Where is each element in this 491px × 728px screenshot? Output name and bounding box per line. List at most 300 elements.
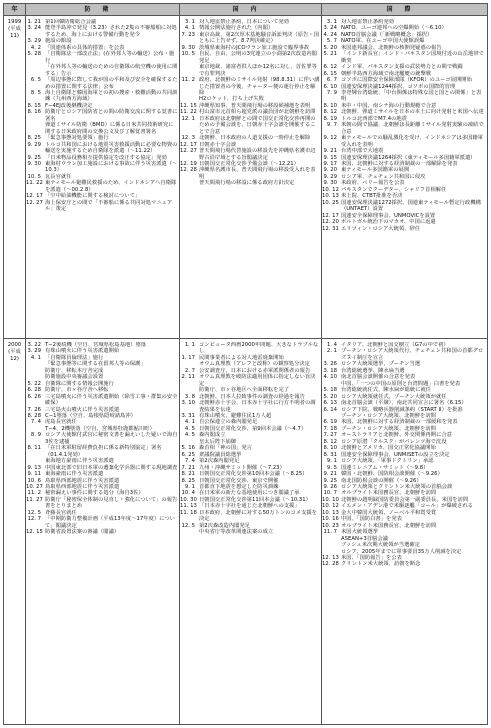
table-header [4,4,487,16]
event-text: 日朝国交正常化交渉第10回本会議（〜8.25） [199,471,308,478]
event-text: 防衛施設中央審議会設置 [45,374,104,381]
event-text: 防衛省設置法案の審議（閣議） [45,529,120,536]
event-text: プーチン・ロシア大統領、北朝鮮を訪問 [341,425,436,432]
event-date: 10. 4 [181,490,195,497]
event-text: ブッシュ米次期大統領が当選確定 [341,542,420,549]
domestic-column-1999 [180,19,320,337]
event-row [180,51,320,64]
event-date: 12. 17 [26,193,43,200]
event-date: 7. 27 [323,432,337,439]
event-row [26,64,178,77]
event-text: C−1墜落（空自、島根県隠岐諸島沖） [45,412,136,419]
event-date: 7. 21 [181,464,195,471]
event-date: 8. 12 [323,438,337,445]
event-date: 9. 30 [323,180,337,187]
event-row [180,510,320,523]
event-date: 9. 26 [323,483,337,490]
event-row [26,497,178,510]
event-text: 秘密漏えい事件に関する処分（海自3佐） [45,490,144,497]
event-text: 米朝の間で協議、北朝鮮は長距離ミサイル発射実験の凍結で合意 [341,122,484,135]
event-text: 東海地方豪雨に伴う災害派遣 [45,458,114,465]
event-text: 「空中給油機能に関する検討について」 [45,193,141,200]
event-text: 公安調査庁、日本における赤軍派関係者の報告 [199,367,311,374]
event-text: 対人地雷禁止条約、日本について発効 [199,19,289,25]
event-date: 5. 20 [323,44,337,51]
event-text: 日朝国交正常化交渉第11回本会議（〜10.31） [199,496,311,503]
event-text: 海上自衛隊と韓国海軍との初の捜索・救難活動の共同訓練（九州西方海域） [45,89,178,103]
event-date: 9. 21 [323,471,337,478]
event-date: 9. 20 [323,167,337,174]
event-text: ロシア大統領就任式、プーチン大統領が就任 [341,393,447,400]
header-international: 国際 [386,6,423,13]
event-date: 7. 9 [326,89,337,96]
international-column-2000 [322,342,486,724]
event-date: 9. 15 [323,154,337,161]
event-text: 台湾総統選挙、陳水扁当選 [341,367,405,374]
event-text: 米国、「国防報告」を公表 [341,554,402,561]
event-text: 中央省庁等改革関連法案の成立 [199,529,274,536]
event-date: 4. 2 [30,44,41,51]
event-date: 3. 18 [323,367,337,374]
event-date: 10. 10 [322,496,339,503]
event-text: 三宅島火山噴火に伴う災害派遣 [45,406,120,413]
event-text: 自民、自由、公明の3党連立の小渕第2次改造内閣発足 [199,51,317,64]
event-row [180,167,320,180]
event-date: 10. 27 [26,483,43,490]
event-text: ロシア大統領、「軍事ドクトリン」承認 [341,458,434,465]
event-text: 国連安全保障理事会、UNMOVICを設置 [341,212,436,219]
event-text: 在日米軍の新たな基地使用につき閣議了承 [199,490,300,497]
event-text: ロシア大統領選挙、プーチン当選 [341,361,421,368]
event-text: 日朝赤十字会談 [199,141,237,148]
event-date: 6. 28 [27,387,41,394]
event-text: 「緊急事態対処要領」施行 [45,135,109,142]
event-date: 9. 25 [323,477,337,484]
event-row [322,135,486,148]
event-text: 米中・中国、南シナ海の行動規範で合意 [341,102,437,109]
event-text: 北朝鮮、弾道ミサイルを日本の本土に向け発射と米国へ伝達 [341,109,484,116]
event-date: 12. 27 [26,199,43,206]
event-row [26,142,178,155]
event-text: NATO軍、在ユーゴ中国大使館誤爆 [341,38,425,45]
event-date: 11. 22 [180,109,197,116]
event-row [180,400,320,413]
event-text: 普天間飛行場代替施設の移設先を沖縄県名護市辺野古沿岸域とする旨閣議決定 [199,148,316,161]
event-date: 10. 7 [323,490,337,497]
event-date: 10. 13 [322,193,339,200]
event-text: 南北国防相会談の開催（〜9.26） [341,477,422,484]
event-row [26,200,178,213]
header-domestic: 国内 [232,6,269,13]
event-date: 12. 27 [180,148,197,155]
event-date: 7. 18 [323,425,337,432]
event-text: 東京地裁、諸富者供人ほか12名に対し、首佐罪等で有罪判決 [199,64,317,77]
event-text: 第1回韓防衛総合会議 [45,19,97,25]
event-date: 2. 7 [184,367,195,374]
event-date: 7. 4 [30,419,41,426]
event-text: 防衛庁、市ヶ谷地区へ全面移転を完了 [199,387,290,394]
event-date: 9. 7 [326,122,337,129]
event-text: 日朝国交正常化交渉予備会談（〜12.21） [199,160,299,167]
event-text: 日本政府は北朝鮮との間で国交正常化交渉再開のための予備会談を、日朝赤十字会談を開催することで合意 [199,115,316,135]
event-text: 民間事業者による対人地雷廃棄開始 [199,354,284,361]
chronology-table [3,3,488,725]
event-text: 対人地雷禁止条約発効 [341,19,394,25]
event-text: ロシア大統領とクリントン米大統領の首脳会談 [341,483,453,490]
event-text: イエメン・アデン港で米駆逐艦「コール」が爆破される [341,503,473,510]
event-text: ロシア下院、戦略兵器削減条約（START II）を批准 [341,406,463,413]
event-text: 朝鮮半島西方海域で南北艦艇の銃撃戦 [341,70,432,77]
event-text: 東ティモールでの騒乱激化を受け、インドネシアは多国籍軍受入れを表明 [341,135,484,148]
event-row [322,200,486,213]
event-text: 「自衛隊法一部改正法」(在外邦人等の輸送）公布・施行 [45,51,175,64]
event-row [26,529,178,535]
event-text: 情報公開法施行された（内閣） [199,25,274,32]
event-row [180,374,320,387]
event-text: パキスタンでクーデター、シャリフ首相解任 [341,186,447,193]
event-text: 有珠山噴火、避難住民1万人超 [199,412,272,419]
event-text: 台湾総統就任式、陳水扁が総統に就任 [341,387,432,394]
event-row [180,116,320,135]
event-row [26,90,178,103]
event-text: 北朝鮮の趙明録国防委員会第一副委員長、米国を訪問 [341,496,469,503]
event-text: 海上保安庁との間で「不審船に係る共同対処マニュアル」策定 [45,199,173,213]
event-date: 6. 10 [323,83,337,90]
event-date: 9. 17 [323,160,337,167]
event-date: 8. 11 [27,445,41,452]
event-text: トルコ共和国における地震災害救援活動に必要な物資の輸送を実施するため自衛隊を派遣（〜11.22） [45,141,178,155]
event-text: 弾道ミサイル防衛（BMD）に係る日米共同技術研究に関する日米政府間の交換公文及び了解覚書署名 [45,122,174,135]
event-text: 森内閣成立 [199,432,226,439]
event-date: 1. 4 [326,342,337,348]
event-date: 4. 1 [30,354,41,361]
year-1999: 1999 (平成11) [7,19,22,39]
event-text: ロシア大使館付武官に秘密文書を漏えいした疑いで海自3佐を逮捕 [45,432,178,445]
event-row [180,77,320,96]
event-date: 6. 15 [323,70,337,77]
event-text: 米政府、ペリー報告を公表 [341,180,405,187]
event-date: 3. 29 [27,38,41,45]
event-text: 「緊急事態等に関する在留邦人等の保護」 [45,361,146,368]
event-text: ロシア原潜「クルスク」がバレンツ海で沈没 [341,438,447,445]
event-text: 米国連邦議会、北朝鮮の核開発疑惑の報告 [341,44,442,51]
event-date: 8. 31 [323,451,337,458]
event-text: 能登半島沖で発見（3.23）された2隻の不審船舶に対処するため、海上における警備行動を発令 [45,25,177,38]
event-text: 鳥取県西部地震に伴う災害派遣 [45,477,120,484]
event-row [180,529,320,535]
event-date: 10. 5 [181,51,195,58]
event-row [26,25,178,38]
event-text: 有珠山噴火に伴う災害派遣開始 [45,348,120,355]
event-text: 沖縄県知事、普天間飛行場の移設候補地を表明 [199,102,311,109]
event-date: 8. 9 [30,432,41,439]
event-text: 北朝鮮赤十字会、日本赤十字社に行方不明者の調査結果を伝達 [199,400,316,413]
event-text: 森首相「神の国」発言 [199,445,252,452]
event-date: 2. 11 [181,374,195,381]
event-date: 3. 24 [323,25,337,32]
event-text: 施設の館設 [45,38,72,45]
event-date: 9. 30 [27,160,41,167]
event-row [322,348,486,361]
event-date: 3. 1 [326,19,337,25]
event-date: 12. 3 [181,135,195,142]
event-text: F−4EJ改後継機決定 [45,102,93,109]
event-date: 3. 10 [181,400,195,407]
event-text: 南北首脳会談（平壌）、南北共同宣言に署名（6.15） [341,400,467,407]
event-date: 10. 25 [322,199,339,206]
event-text: 普天間飛行場の移設に係る政府方針決定 [199,180,295,187]
header-defense: 防衛 [84,6,121,13]
event-date [180,180,199,186]
event-date: 12. 20 [322,219,339,226]
event-date: 6. 19 [323,419,337,426]
event-text: 防衛庁「秘密保全体制の見直し・強化について」の報告書をとりまとめ [45,496,178,510]
event-row [26,122,178,135]
event-date: 12. 5 [27,509,41,516]
event-date: 6. 14 [323,406,337,413]
event-date: 11. 2 [27,490,41,497]
event-date: 4. 10 [323,374,337,381]
event-date: 11. 2 [181,77,195,84]
event-date: 11. 13 [180,503,197,510]
event-text: 自公保連立の森内閣発足 [199,419,258,426]
event-text: 韓国・北朝鮮、国防相会談開催（〜9.26） [341,471,443,478]
event-date: 9. 1 [184,483,195,490]
event-date: 10. 12 [322,503,339,510]
event-text: クリントン米大統領、訪朝を断念 [341,561,421,568]
event-text: 斉藤長官就任 [45,509,77,516]
event-date: 8. 5 [30,89,41,96]
event-date [180,64,199,77]
event-date: 4. 1 [184,419,195,426]
event-date: 1. 17 [181,354,195,361]
event-text: プーチン・ロシア大統領代行、チェチェン共和国の首都グロズヌイ制圧を宣言 [341,348,484,361]
event-date: 3. 1 [184,19,195,25]
event-row [322,561,486,567]
event-date: 3. 29 [27,348,41,355]
event-date: 8. 16 [27,109,41,116]
event-date: 10. 30 [180,496,197,503]
event-text: トルコ北西部でM7.4の地震 [341,115,407,122]
event-text: 金大中韓国大統領、ノーベル平和賞受賞 [341,509,437,516]
event-row [26,432,178,445]
event-row [26,516,178,529]
event-date: 11. 27 [26,496,43,503]
event-date: 8. 19 [323,115,337,122]
event-row [180,148,320,161]
event-date: 9. 12 [323,135,337,142]
event-row [26,180,178,193]
event-text: T−2後続機（空自、宮城県松島基地）墜落 [45,342,147,348]
event-text: 国連ミレニアム・サミット（〜9.8） [341,464,429,471]
event-row [26,394,178,407]
event-text: 政府、北朝鮮のミサイル発射（98.8.31）に伴い講じた措置者の今後、チャーター便の運行停止を解除 [199,77,320,96]
event-text: 国連安全保障理事会、UNMISETの設立を決定 [341,451,450,458]
event-text: 皇太后陛下崩御 [199,438,237,445]
event-text: 第2次森内閣発足 [199,458,240,465]
event-date: 9. 1 [326,458,337,465]
event-date: 3. 24 [27,25,41,32]
event-text: オウム真理教を破防法適用団体に指定しない旨決定 [199,374,316,387]
event-text: 東海村ウラン加工施設における事故に伴う災害派遣（〜10.3） [45,160,178,174]
event-text: ロシア軍、チェチェン共和国に侵攻 [341,173,426,180]
event-text: 米国、北朝鮮に対する経済制裁の一部解除を発表 [341,160,458,167]
event-date: 12. 19 [180,160,197,167]
event-date: 3. 8 [184,393,195,400]
event-text: 日本政府、北朝鮮に対する50万トンのコメ支援を決定 [199,509,317,523]
event-date: 8. 25 [181,477,195,484]
event-date: 1. 1 [184,342,195,348]
event-text: オルブライト米国務長官、北朝鮮を訪問 [341,490,437,497]
event-date: 2. 1 [326,348,337,355]
event-date: 8. 28 [27,412,41,419]
event-text: 自衛隊に関する情報公開施行 [45,380,114,387]
event-text: 瓦長官就任 [45,173,72,180]
event-text: 日朝国交正常化交渉、第9回本会議（〜4.7） [199,425,307,432]
event-text: 北朝鮮、日本人拉致事件の調査の経過を報告 [199,393,305,400]
event-date: 10. 5 [27,173,41,180]
event-date: 8. 10 [323,102,337,109]
event-date: 9. 29 [323,173,337,180]
event-text: プーチン・ロシア大統領、北朝鮮を訪問 [341,412,436,419]
event-text: 「在外邦人等の輸送のための自衛隊の航空機の使用に関する」告示 [45,64,178,77]
event-row [180,180,320,186]
event-date: 5. 28 [27,51,41,58]
event-date: 3. 22 [27,342,41,348]
event-text: 日朝国交正常化交渉、東京で開催 [199,477,279,484]
event-date: 9. 5 [326,464,337,471]
event-text: 東京高裁、第2次厚木基地騒音訴訟判決（原告・国ともに上告せず。8.7判決確定） [199,31,319,45]
event-text: 茨城県東海村のJCOウラン加工施設で臨界事故 [199,44,310,51]
event-date: 9. 25 [27,154,41,161]
event-date: 12. 13 [322,554,339,561]
event-row [26,109,178,122]
event-date: 5. 18 [323,387,337,394]
event-row [180,32,320,45]
event-text: 中国、「国防白書」を発表 [341,516,402,523]
event-text: 北朝鮮とアメリカ、国交正常化協議開始 [341,445,436,452]
defense-column-1999 [26,19,178,337]
event-text: 米国大統領選挙 [341,529,379,536]
event-date: 10. 6 [27,477,41,484]
event-date: 9. 30 [181,44,195,51]
event-text: 鳥取県西部地震に伴う災害派遣 [45,483,120,490]
event-text: 第2次森改造内閣発足 [199,522,251,529]
event-date: 8. 15 [27,102,41,109]
event-date: 4. 1 [184,25,195,32]
event-row [26,161,178,174]
event-text: 三宅島噴火に伴う災害派遣開始（除雪工事・群集の安全確保） [45,393,178,407]
event-row [26,51,178,64]
event-date: 3. 31 [181,412,195,419]
event-text: NATO首脳会議（「新戦略概念」採択） [341,31,433,38]
event-date: 12. 28 [322,561,339,568]
event-text: 九州・沖縄サミット開催（〜7.23） [199,464,285,471]
event-date: 5. 22 [27,380,41,387]
event-date: 12. 7 [27,516,41,523]
event-date [26,122,45,135]
event-text: インド軍、パキスタン支援の武装勢力との間で戦闘 [341,64,463,71]
event-text: 中国、「一つの中国の原則と台湾問題」白書を発表 [341,380,461,387]
event-date: 12. 17 [180,141,197,148]
event-text: ロシア、2005年までに軍事要員35万人削減を決定 [341,548,462,555]
event-date: 12. 31 [322,225,339,232]
event-row [322,226,486,232]
event-date: 6. 26 [27,393,41,400]
event-date: 9. 21 [323,148,337,155]
event-date: 11. 15 [180,102,197,109]
event-text: 国連安保理決議1272採択、国連東ティモール暫定行政機構（UNTAET）設置 [341,199,481,213]
event-text: コソボに国際安全保障部隊（KFOR）のユーゴ展開開始 [341,77,472,84]
event-text: 「自衛隊員倫理法」施行 [45,354,104,361]
event-row [322,51,486,64]
event-date: 5. 7 [326,38,337,45]
event-text: 東海豪雨に伴う災害派遣 [45,471,104,478]
event-text: 「国連体系の具体的措置」を公表 [45,44,125,51]
event-text: 国連安保理決議1264採択（東ティモール多国籍軍派遣） [341,154,476,161]
defense-column-2000 [26,342,178,724]
event-text: 東ティモール多国籍軍の展開 [341,167,410,174]
event-date: 10. 13 [322,509,339,516]
event-date: 11. 22 [26,180,43,187]
event-text: オルブライト米国務長官、北朝鮮を訪問 [341,522,437,529]
event-text: エリツィン・ロシア大統領、辞任 [341,225,421,232]
event-text: 防衛庁、市ヶ谷庁舎へ移転 [45,387,109,394]
event-date: 6. 25 [181,451,195,458]
event-date: 6. 13 [323,400,337,407]
event-date: 10. 16 [322,516,339,523]
event-text: 防衛庁とロシア国防省との間の防衛交流に関する覚書に署名 [45,109,178,122]
event-row [26,77,178,90]
event-text: NATO、ユーゴ連邦への空爆開始（〜6.10） [341,25,447,32]
event-text: 東ティモール避難民救援のため、インドネシアへ自衛隊を派遣（〜00.2.8） [45,180,177,193]
event-text: 台湾中部で大地震 [341,148,384,155]
event-date: 5. 21 [323,51,337,58]
event-row [26,445,178,458]
event-text: 虎島長官就任 [45,419,77,426]
event-text: 「中期防衛力整備計画（平成13年度〜17年度）について」閣議決定 [45,516,175,529]
event-date: 5. 16 [181,445,195,452]
event-date: 7. 4 [184,458,195,465]
event-date: 12. 17 [322,212,339,219]
event-date: 10. 12 [322,186,339,193]
section-divider [4,338,487,339]
event-text: 「インド新長官」インド・パキスタン国境付近の山岳地帯で衝突 [341,51,484,64]
event-text: 「在日米軍駐留経費負担に係る新特別協定」署名（01.4.1発効） [45,445,162,458]
event-date: 11. 7 [323,529,337,536]
event-date: 1. 21 [27,19,41,25]
event-text: 南北首脳会談開催の合意を発表 [341,374,416,381]
event-date: 6. 7 [326,77,337,84]
event-date: 9. 29 [27,141,41,148]
event-date: 9. 13 [27,464,41,471]
event-date [26,64,45,77]
event-date [180,529,199,535]
event-text: 米上院、CTBT批准を否決 [341,193,403,200]
event-text: T−4、2機墜落（空自、宮城県牡鹿郡鮎川町） [45,425,155,432]
year-2000: 2000 (平成12) [7,342,22,362]
event-date: 6. 5 [30,77,41,84]
event-date: 12. 15 [26,529,43,536]
event-text: コンピュータ西暦2000年問題、大きなトラブルなし [199,342,319,355]
event-text: イタリア、北朝鮮と国交樹立（G7の中で初） [341,342,449,348]
event-date: 8. 10 [323,445,337,452]
event-date: 7. 26 [27,406,41,413]
event-date: 9. 11 [27,471,41,478]
event-date: 11. 18 [180,509,197,516]
event-date: 7. 23 [181,31,195,38]
event-date: 5. 20 [323,393,337,400]
